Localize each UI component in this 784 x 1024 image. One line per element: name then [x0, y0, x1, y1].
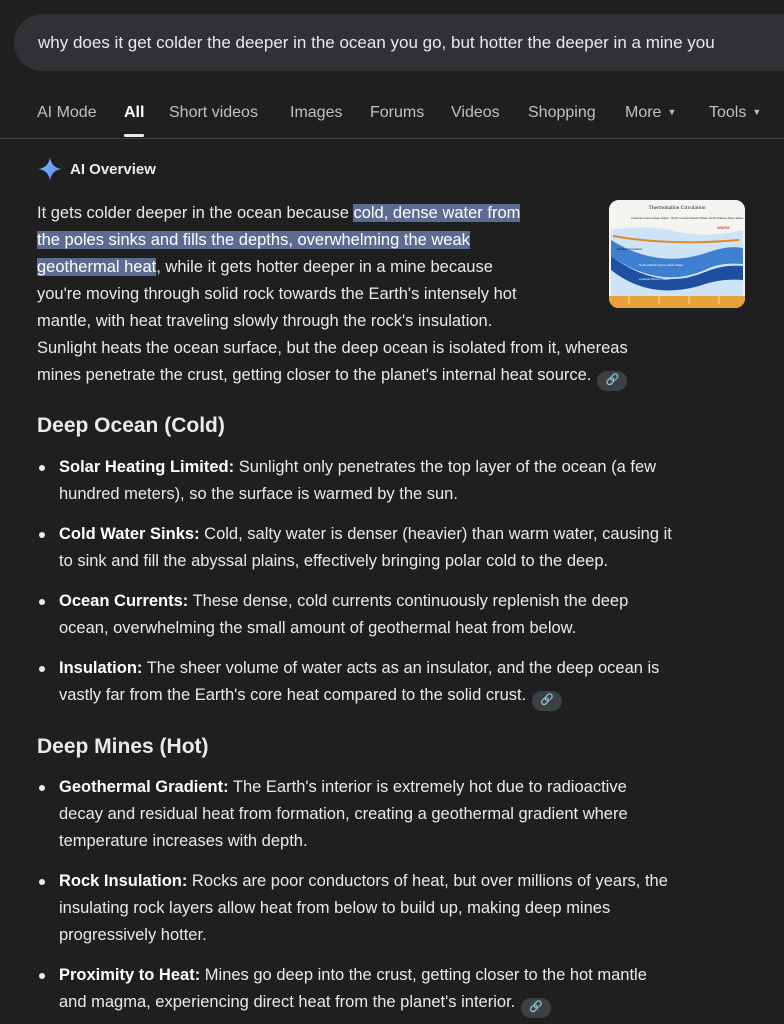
thumbnail-label: Antarctic Bottom Water [639, 277, 670, 281]
intro-text: mines penetrate the crust, getting closer to the planet's internal heat source. [37, 366, 592, 384]
tab-more[interactable] [625, 104, 676, 122]
intro-line [37, 362, 737, 391]
tab-videos[interactable] [451, 104, 500, 122]
search-query-text: why does it get colder the deeper in the ocean you go, but hotter the deeper in a mine you [38, 32, 715, 52]
list-item [37, 521, 757, 575]
tab-label: Forums [370, 104, 425, 121]
ai-overview-header [37, 156, 156, 182]
thermohaline-diagram [609, 200, 745, 308]
tab-label: More [625, 104, 662, 121]
item-text: vastly far from the Earth's core heat compared to the solid crust. [59, 686, 527, 704]
section-heading-deep-mines: Deep Mines (Hot) [37, 735, 209, 758]
item-text: Cold, salty water is denser (heavier) than warm water, causing it [199, 525, 672, 543]
intro-line: Sunlight heats the ocean surface, but the deep ocean is isolated from it, whereas [37, 339, 628, 357]
intro-line: mantle, with heat traveling slowly through the rock's insulation. [37, 312, 493, 330]
search-input[interactable] [14, 14, 784, 71]
item-text: Sunlight only penetrates the top layer of the ocean (a few [234, 458, 657, 476]
section-heading-deep-ocean: Deep Ocean (Cold) [37, 414, 225, 437]
link-chip[interactable] [521, 998, 551, 1018]
item-text: hundred meters), so the surface is warmed by the sun. [59, 485, 458, 503]
link-icon: 🔗 [529, 1001, 544, 1013]
thermohaline-thumbnail[interactable] [609, 200, 745, 308]
caret-down-icon: ▼ [752, 107, 762, 117]
tab-label: Short videos [169, 104, 258, 121]
list-item [37, 454, 757, 508]
deep-mines-list [37, 774, 757, 1018]
list-item [37, 588, 757, 642]
intro-text: It gets colder deeper in the ocean because [37, 204, 354, 222]
item-term: Insulation: [59, 659, 143, 677]
deep-ocean-list [37, 454, 757, 711]
tab-tools[interactable] [709, 104, 761, 122]
tab-label: All [124, 104, 145, 121]
tab-ai-mode[interactable] [37, 104, 97, 122]
tab-label: Shopping [528, 104, 596, 121]
item-term: Cold Water Sinks: [59, 525, 200, 543]
thumbnail-label: North Atlantic Deep Water [709, 216, 744, 220]
item-text: ocean, overwhelming the small amount of geothermal heat from below. [59, 619, 577, 637]
sparkle-icon [37, 156, 63, 182]
list-item [37, 774, 757, 855]
item-text: The sheer volume of water acts as an insulator, and the deep ocean is [142, 659, 660, 677]
list-item [37, 962, 757, 1018]
search-tabs [0, 96, 784, 139]
item-text: These dense, cold currents continuously replenish the deep [188, 592, 629, 610]
item-term: Solar Heating Limited: [59, 458, 235, 476]
item-text: Mines go deep into the crust, getting closer to the hot mantle [200, 966, 647, 984]
highlighted-text: the poles sinks and fills the depths, overwhelming the weak [37, 231, 470, 249]
item-text: and magma, experiencing direct heat from the planet's interior. [59, 993, 516, 1011]
tab-label: Tools [709, 104, 747, 121]
tab-all[interactable] [124, 104, 144, 122]
item-text: insulating rock layers allow heat from below to build up, making deep mines [59, 899, 611, 917]
item-text: The Earth's interior is extremely hot due to radioactive [228, 778, 627, 796]
item-term: Rock Insulation: [59, 872, 188, 890]
link-icon: 🔗 [540, 694, 555, 706]
intro-line: you're moving through solid rock towards the Earth's intensely hot [37, 285, 517, 303]
item-text: Rocks are poor conductors of heat, but over millions of years, the [187, 872, 668, 890]
item-term: Ocean Currents: [59, 592, 189, 610]
item-text: progressively hotter. [59, 926, 207, 944]
tab-shopping[interactable] [528, 104, 596, 122]
list-item [37, 868, 757, 949]
tab-short-videos[interactable] [169, 104, 258, 122]
link-icon: 🔗 [605, 374, 620, 386]
thumbnail-title: Thermohaline Circulation [648, 205, 706, 211]
thumbnail-label: North Atlantic Intermediate Water [639, 263, 684, 267]
list-item [37, 655, 757, 711]
intro-text: , while it gets hotter deeper in a mine because [156, 258, 493, 276]
highlighted-text: cold, dense water from [353, 204, 521, 222]
thumbnail-label: Antarctic Intermediate Water [631, 216, 669, 220]
item-term: Proximity to Heat: [59, 966, 201, 984]
caret-down-icon: ▼ [667, 107, 677, 117]
link-chip[interactable] [597, 371, 627, 391]
tab-images[interactable] [290, 104, 342, 122]
thumbnail-label: North Central Atlantic Water [671, 216, 709, 220]
highlighted-text: geothermal heat [37, 258, 157, 276]
item-text: to sink and fill the abyssal plains, effectively bringing polar cold to the deep. [59, 552, 609, 570]
tab-label: Images [290, 104, 343, 121]
tab-forums[interactable] [370, 104, 424, 122]
tab-label: Videos [451, 104, 500, 121]
link-chip[interactable] [532, 691, 562, 711]
item-term: Geothermal Gradient: [59, 778, 229, 796]
item-text: decay and residual heat from formation, creating a geothermal gradient where [59, 805, 628, 823]
thumbnail-label: WARM [717, 225, 730, 230]
tab-label: AI Mode [37, 104, 97, 121]
ai-overview-title: AI Overview [70, 160, 156, 178]
thumbnail-label: Surface Circulation [617, 247, 643, 251]
item-text: temperature increases with depth. [59, 832, 308, 850]
